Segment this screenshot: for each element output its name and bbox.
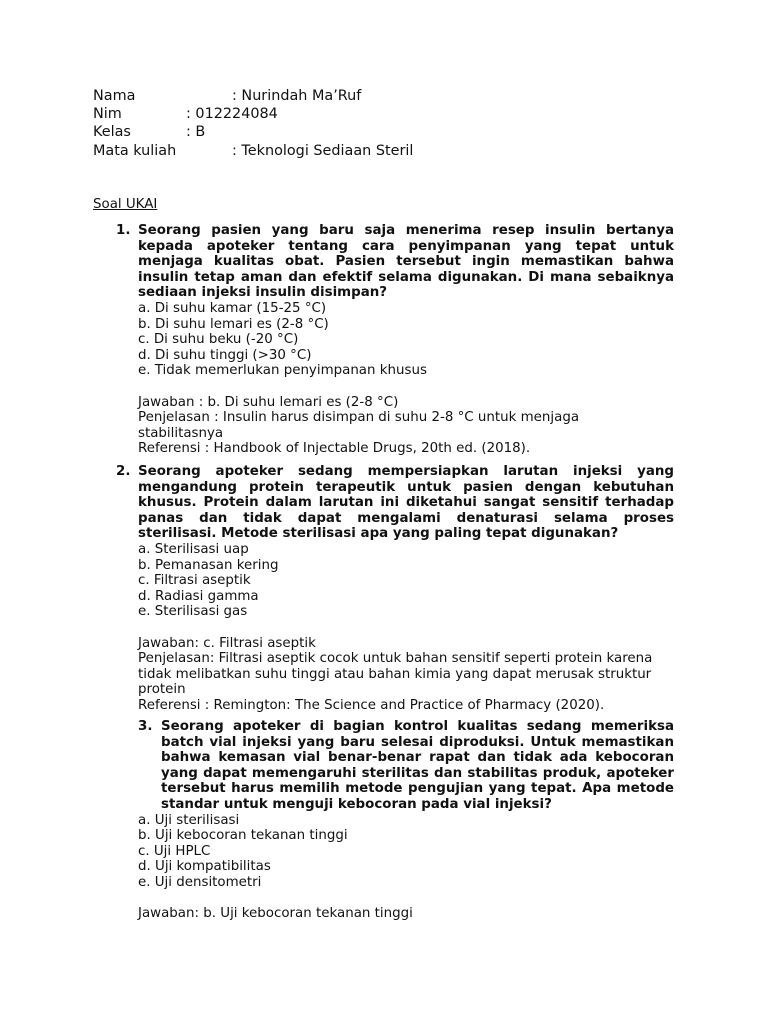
header-matkul-row — [93, 142, 414, 160]
nama-label: Nama — [93, 88, 136, 104]
matkul-value: : Teknologi Sediaan Steril — [232, 143, 414, 159]
option-item: a. Uji sterilisasi — [138, 812, 240, 828]
explanation-text: Penjelasan: Filtrasi aseptik cocok untuk bahan sensitif seperti protein karena tidak melibatkan suhu tinggi atau bahan kimia yang dapat merusak struktur protein — [138, 651, 653, 698]
option-item: c. Di suhu beku (-20 °C) — [138, 332, 299, 348]
header-nim-row — [93, 105, 278, 123]
explanation-text: Penjelasan : Insulin harus disimpan di suhu 2-8 °C untuk menjaga stabilitasnya — [138, 410, 580, 441]
option-item: e. Tidak memerlukan penyimpanan khusus — [138, 363, 427, 379]
question-stem: Seorang apoteker sedang mempersiapkan larutan injeksi yang mengandung protein terapeutik untuk pasien dengan kebutuhan khusus. Protein dalam larutan ini diketahui sangat sensitif terhadap panas dan tidak dapat mengalami denaturasi selama proses sterilisasi. Metode sterilisasi apa yang paling tepat digunakan? — [138, 464, 674, 542]
soal-title: Soal UKAI — [93, 197, 158, 212]
answer-block — [138, 395, 674, 457]
answer-text: Jawaban : b. Di suhu lemari es (2-8 °C) — [138, 394, 399, 410]
answer-block — [138, 636, 674, 714]
reference-text: Referensi : Handbook of Injectable Drugs, 20th ed. (2018). — [138, 441, 531, 457]
nama-value: : Nurindah Ma’Ruf — [232, 88, 362, 104]
option-item: b. Di suhu lemari es (2-8 °C) — [138, 316, 329, 332]
option-item: e. Sterilisasi gas — [138, 604, 248, 620]
option-item: d. Di suhu tinggi (>30 °C) — [138, 347, 312, 363]
question-number: 3. — [138, 719, 153, 734]
answer-text: Jawaban: b. Uji kebocoran tekanan tinggi — [138, 906, 413, 922]
option-item: d. Radiasi gamma — [138, 588, 259, 604]
header-kelas-row — [93, 123, 206, 141]
question-1 — [116, 223, 674, 457]
option-item: c. Uji HPLC — [138, 843, 211, 859]
nim-value: : 012224084 — [186, 106, 278, 122]
option-list — [138, 813, 674, 891]
question-3 — [138, 719, 674, 922]
option-item: d. Uji kompatibilitas — [138, 859, 271, 875]
option-list — [138, 542, 674, 620]
answer-block — [138, 906, 674, 922]
question-number: 1. — [116, 223, 131, 238]
matkul-label: Mata kuliah — [93, 143, 177, 159]
option-item: b. Uji kebocoran tekanan tinggi — [138, 828, 348, 844]
option-item: e. Uji densitometri — [138, 874, 262, 890]
option-list — [138, 301, 674, 379]
option-item: c. Filtrasi aseptik — [138, 573, 251, 589]
question-2 — [116, 464, 674, 714]
question-number: 2. — [116, 464, 131, 479]
nim-label: Nim — [93, 106, 122, 122]
kelas-value: : B — [186, 124, 206, 140]
option-item: a. Di suhu kamar (15-25 °C) — [138, 300, 327, 316]
question-stem: Seorang apoteker di bagian kontrol kualitas sedang memeriksa batch vial injeksi yang baru selesai diproduksi. Untuk memastikan bahwa kemasan vial benar-benar rapat dan tidak ada kebocoran yang dapat memengaruhi sterilitas dan stabilitas produk, apoteker tersebut harus memilih metode pengujian yang tepat. Apa metode standar untuk menguji kebocoran pada vial injeksi? — [161, 719, 674, 812]
reference-text: Referensi : Remington: The Science and Practice of Pharmacy (2020). — [138, 697, 605, 713]
answer-text: Jawaban: c. Filtrasi aseptik — [138, 635, 316, 651]
option-item: b. Pemanasan kering — [138, 557, 279, 573]
question-stem: Seorang pasien yang baru saja menerima resep insulin bertanya kepada apoteker tentang cara penyimpanan yang tepat untuk menjaga kualitas obat. Pasien tersebut ingin memastikan bahwa insulin tetap aman dan efektif selama digunakan. Di mana sebaiknya sediaan injeksi insulin disimpan? — [138, 223, 674, 301]
header-nama-row — [93, 87, 362, 105]
kelas-label: Kelas — [93, 124, 131, 140]
option-item: a. Sterilisasi uap — [138, 541, 249, 557]
